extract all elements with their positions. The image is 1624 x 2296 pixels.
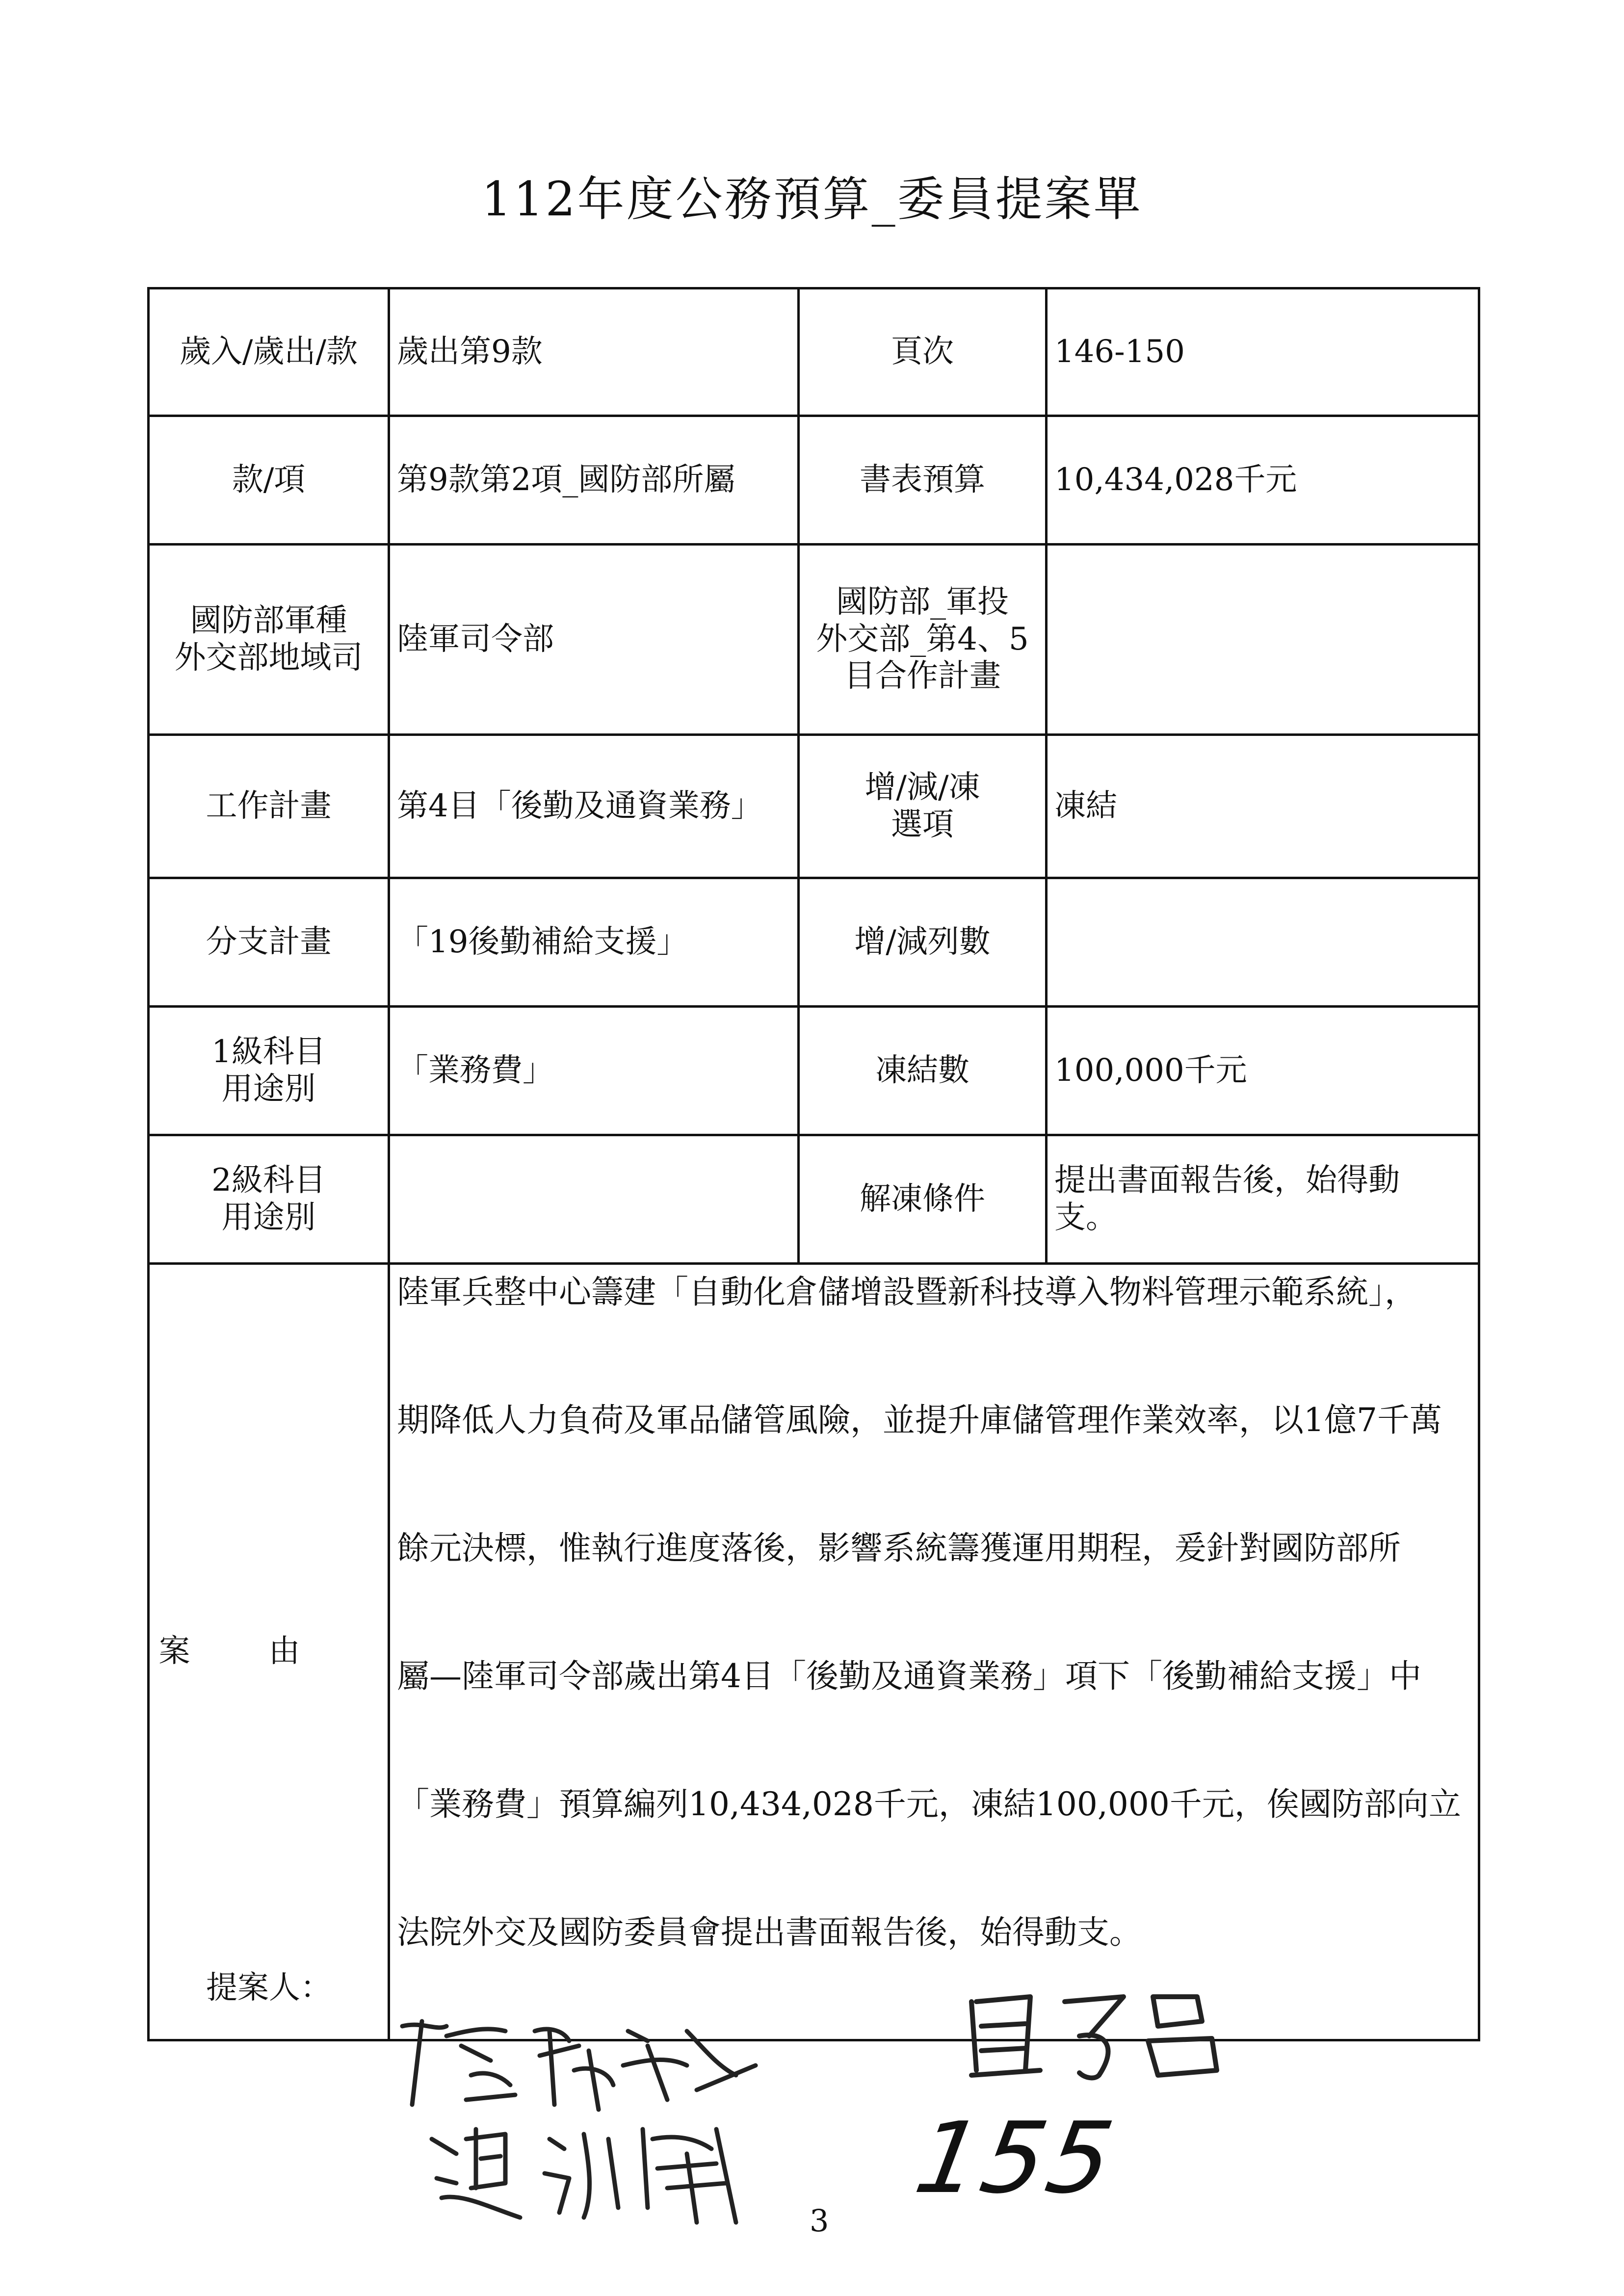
field-value [1047,545,1479,735]
field-label: 2級科目 用途別 [149,1135,389,1264]
field-value: 第9款第2項_國防部所屬 [389,416,799,545]
reason-line: 陸軍兵整中心籌建「自動化倉儲增設暨新科技導入物料管理示範系統」， [397,1273,1417,1311]
proposal-form-table [147,287,1480,2041]
field-value [1047,878,1479,1007]
field-value: 10,434,028千元 [1047,416,1479,545]
table-row [149,1135,1479,1264]
field-label: 國防部軍種 外交部地域司 [149,545,389,735]
field-value: 陸軍司令部 [389,545,799,735]
field-label: 1級科目 用途別 [149,1007,389,1135]
field-label: 增/減/凍 選項 [799,735,1047,878]
field-value: 「業務費」 [389,1007,799,1135]
field-value: 歲出第9款 [389,288,799,416]
field-value [389,1135,799,1264]
reason-line: 屬—陸軍司令部歲出第4目「後勤及通資業務」項下「後勤補給支援」中 [397,1657,1421,1695]
signature-1 [393,2002,765,2119]
table-row [149,288,1479,416]
field-label: 凍結數 [799,1007,1047,1135]
field-value: 100,000千元 [1047,1007,1479,1135]
field-label: 增/減列數 [799,878,1047,1007]
field-value: 146-150 [1047,288,1479,416]
field-label: 歲入/歲出/款 [149,288,389,416]
reason-line: 法院外交及國防委員會提出書面報告後，始得動支。 [397,1913,1142,1951]
field-label: 國防部_軍投 外交部_第4、5 目合作計畫 [799,545,1047,735]
field-label: 書表預算 [799,416,1047,545]
table-row [149,878,1479,1007]
field-label: 分支計畫 [149,878,389,1007]
field-value: 提出書面報告後，始得動 支。 [1047,1135,1479,1264]
table-row [149,545,1479,735]
page-number: 3 [810,2203,829,2239]
reason-line: 「業務費」預算編列10,434,028千元，凍結100,000千元，俟國防部向立 [397,1785,1461,1823]
handwritten-number: 155 [907,2101,1124,2216]
table-row [149,1007,1479,1135]
field-value: 第4目「後勤及通資業務」 [389,735,799,878]
reason-line: 餘元決標，惟執行進度落後，影響系統籌獲運用期程，爰針對國防部所 [397,1529,1401,1567]
signature-2 [962,1982,1236,2085]
table-row [149,416,1479,545]
signature-3 [422,2110,756,2232]
reason-text [389,1264,1479,2040]
reason-line: 期降低人力負荷及軍品儲管風險，並提升庫儲管理作業效率，以1億7千萬 [397,1401,1442,1439]
field-label: 款/項 [149,416,389,545]
table-row [149,735,1479,878]
field-label: 解凍條件 [799,1135,1047,1264]
field-value: 凍結 [1047,735,1479,878]
field-value: 「19後勤補給支援」 [389,878,799,1007]
table-row-reason [149,1264,1479,2040]
reason-label: 案由 [149,1264,389,2040]
proposer-label: 提案人： [206,1970,332,2006]
page-title: 112年度公務預算_委員提案單 [481,172,1143,227]
field-label: 頁次 [799,288,1047,416]
field-label: 工作計畫 [149,735,389,878]
